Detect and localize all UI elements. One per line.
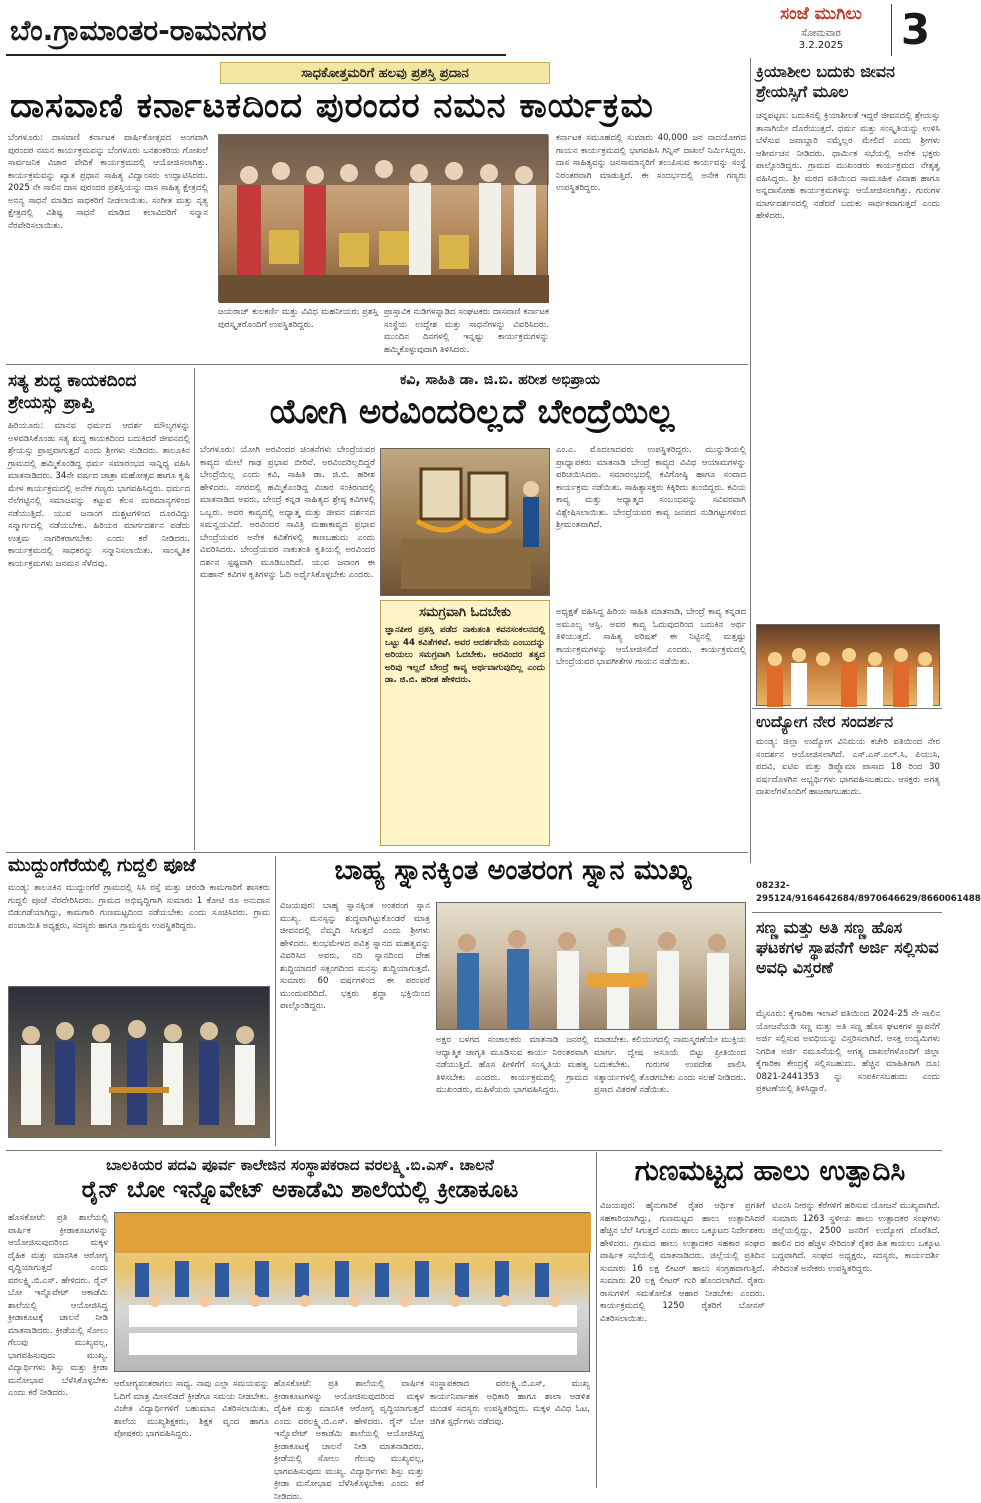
lead-headline: ದಾಸವಾಣಿ ಕರ್ನಾಟಕದಿಂದ ಪುರಂದರ ನಮನ ಕಾರ್ಯಕ್ರಮ xyxy=(10,86,654,126)
divider xyxy=(6,852,748,853)
sidebar3-body: ಮೈಸೂರು: ಕೈಗಾರಿಕಾ ಇಲಾಖೆ ವತಿಯಿಂದ 2024-25 ನೇ ಸಾಲಿನ ಯೋಜನೆಯಡಿ ಸಣ್ಣ ಮತ್ತು ಅತಿ ಸಣ್ಣ ಹೊಸ ಘಟಕಗಳ ಸ್ಥಾಪನೆಗೆ ಅರ್ಜಿ ಸಲ್ಲಿಸುವ ಅವಧಿಯನ್ನು ವಿಸ್ತರಿಸಲಾಗಿದೆ. ಆಸಕ್ತ ಉದ್ಯಮಿಗಳು ನಿಗದಿತ ಅರ್ಜಿ ನಮೂನೆಯಲ್ಲಿ ಅಗತ್ಯ ದಾಖಲೆಗಳೊಂದಿಗೆ ಜಿಲ್ಲಾ ಕೈಗಾರಿಕಾ ಕೇಂದ್ರಕ್ಕೆ ಸಲ್ಲಿಸಬಹುದು. ಹೆಚ್ಚಿನ ಮಾಹಿತಿಗಾಗಿ ದೂ: 0821-2441353 ನ್ನು ಸಂಪರ್ಕಿಸಬಹುದು ಎಂದು ಪ್ರಕಟಣೆಯಲ್ಲಿ ತಿಳಿಸಿದ್ದಾರೆ. xyxy=(756,1009,940,1094)
pooje-headline: ಮುದ್ದುಂಗೆರೆಯಲ್ಲಿ ಗುದ್ದಲಿ ಪೂಜೆ xyxy=(8,855,196,876)
yogi-col3: ಎಂ.ಎ. ಮೊದಲಾದವರು ಉಪಸ್ಥಿತರಿದ್ದರು. ಮುನ್ನುಡಿಯಲ್ಲಿ ಪ್ರಾಧ್ಯಾಪಕರು ಮಾತನಾಡಿ ಬೇಂದ್ರೆ ಕಾವ್ಯದ ವಿವಿಧ ಆಯಾಮಗಳನ್ನು ಪರಿಚಯಿಸಿದರು. ಸಮಾರಂಭದಲ್ಲಿ ಕವಿಗೋಷ್ಠಿ ಹಾಗೂ ಸಂವಾದ ಕಾರ್ಯಕ್ರಮ ನಡೆಯಿತು. ಸಾಹಿತ್ಯಾಸಕ್ತರು ಕಿಕ್ಕಿರಿದು ತುಂಬಿದ್ದರು. ಕವಿಯ ಕಾವ್ಯ ಮತ್ತು ಅಧ್ಯಾತ್ಮದ ಸಂಬಂಧವನ್ನು ಸವಿವರವಾಗಿ ವಿಶ್ಲೇಷಿಸಲಾಯಿತು. ಬೇಂದ್ರೆಯವರ ಕಾವ್ಯ ಜನಪದ ನುಡಿಗಟ್ಟುಗಳಿಂದ ಶ್ರೀಮಂತವಾಗಿದೆ. xyxy=(556,445,746,530)
sidebar2-contact: 08232-295124/9164642684/8970646629/8660061488 xyxy=(756,881,981,904)
divider xyxy=(752,912,942,913)
snana-col1: ವಿಜಯಪುರ: ಬಾಹ್ಯ ಸ್ನಾನಕ್ಕಿಂತ ಅಂತರಂಗ ಸ್ನಾನ ಮುಖ್ಯ. ಮನಸ್ಸನ್ನು ಶುದ್ಧವಾಗಿಟ್ಟುಕೊಂಡರೆ ಮಾತ್ರ ಜೀವನದಲ್ಲಿ ನೆಮ್ಮದಿ ಸಿಗುತ್ತದೆ ಎಂದು ಶ್ರೀಗಳು ಹೇಳಿದರು. ಕುಂಭಮೇಳದ ಪವಿತ್ರ ಸ್ನಾನದ ಮಹತ್ವವನ್ನು ವಿವರಿಸಿದ ಅವರು, ನದಿ ಸ್ನಾನದಿಂದ ದೇಹ ಶುದ್ಧಿಯಾದರೆ ಸತ್ಸಂಗದಿಂದ ಮನಸ್ಸು ಶುದ್ಧಿಯಾಗುತ್ತದೆ. ಸುಮಾರು 60 ವರ್ಷಗಳಿಂದ ಈ ಪರಂಪರೆ ಮುಂದುವರಿದಿದೆ. ಭಕ್ತರು ಶ್ರದ್ಧಾ ಭಕ್ತಿಯಿಂದ ಪಾಲ್ಗೊಂಡಿದ್ದರು. xyxy=(280,901,430,1011)
masthead xyxy=(755,4,940,56)
snana-col3: ಅಕ್ಷರ ಬಳಗದ ಸಂಚಾಲಕರು ಮಾತನಾಡಿ ಜನರಲ್ಲಿ ಆಧ್ಯಾತ್ಮಿಕ ಜಾಗೃತಿ ಮೂಡಿಸುವ ಕಾರ್ಯ ನಿರಂತರವಾಗಿ ನಡೆಯುತ್ತಿದೆ. ಹೊಸ ಪೀಳಿಗೆಗೆ ಸಂಸ್ಕೃತಿಯ ಮಹತ್ವ ತಿಳಿಸಬೇಕು ಎಂದರು. ಕಾರ್ಯಕ್ರಮದಲ್ಲಿ ಗ್ರಾಮದ ಮುಖಂಡರು, ಮಹಿಳೆಯರು ಭಾಗವಹಿಸಿದ್ದರು. xyxy=(436,1035,588,1095)
yogi-col1: ಬೆಂಗಳೂರು: ಯೋಗಿ ಅರವಿಂದರ ಚಿಂತನೆಗಳು ಬೇಂದ್ರೆಯವರ ಕಾವ್ಯದ ಮೇಲೆ ಗಾಢ ಪ್ರಭಾವ ಬೀರಿವೆ. ಅರವಿಂದರಿಲ್ಲದಿದ್ದರೆ ಬೇಂದ್ರೆಯಿಲ್ಲ ಎಂದು ಕವಿ, ಸಾಹಿತಿ ಡಾ. ಜಿ.ಬಿ. ಹರೀಶ ಹೇಳಿದರು. ನಗರದಲ್ಲಿ ಹಮ್ಮಿಕೊಂಡಿದ್ದ ವಿಚಾರ ಸಂಕಿರಣದಲ್ಲಿ ಮಾತನಾಡಿದ ಅವರು, ಬೇಂದ್ರೆ ಕನ್ನಡ ಸಾಹಿತ್ಯದ ಶ್ರೇಷ್ಠ ಕವಿಗಳಲ್ಲಿ ಒಬ್ಬರು. ಅವರ ಕಾವ್ಯದಲ್ಲಿ ಅಧ್ಯಾತ್ಮ ಮತ್ತು ಜೀವನ ದರ್ಶನದ ಸಮನ್ವಯವಿದೆ. ಅರವಿಂದರ ಸಾವಿತ್ರಿ ಮಹಾಕಾವ್ಯದ ಪ್ರಭಾವ ಬೇಂದ್ರೆಯವರ ಅನೇಕ ಕವಿತೆಗಳಲ್ಲಿ ಕಾಣಬಹುದು ಎಂದು ವಿವರಿಸಿದರು. ಬೇಂದ್ರೆಯವರ ನಾಕುತಂತಿ ಕೃತಿಯಲ್ಲಿ ಅರವಿಂದರ ದರ್ಶನ ಸ್ಪಷ್ಟವಾಗಿ ಮೂಡಿಬಂದಿದೆ. ಯುವ ಜನಾಂಗ ಈ ಮಹಾನ್ ಕವಿಗಳ ಕೃತಿಗಳನ್ನು ಓದಿ ಅರ್ಥೈಸಿಕೊಳ್ಳಬೇಕು ಎಂದರು. xyxy=(200,445,375,580)
pull-box xyxy=(380,600,550,846)
pull-body: ಜ್ಞಾನಪೀಠ ಪ್ರಶಸ್ತಿ ಪಡೆದ ನಾಕುತಂತಿ ಕವನಸಂಕಲನದಲ್ಲಿ ಒಟ್ಟು 44 ಕವಿತೆಗಳಿವೆ. ಅವರ ಆದರ್ಶವೇನು ಎಂಬುದನ್ನು ಅರಿಯಲು ಸಮಗ್ರವಾಗಿ ಓದಬೇಕು. ಅರವಿಂದರ ತತ್ವದ ಅರಿವು ಇಲ್ಲದೆ ಬೇಂದ್ರೆ ಕಾವ್ಯ ಅರ್ಥವಾಗುವುದಿಲ್ಲ ಎಂದು ಡಾ. ಜಿ.ಬಿ. ಹರೀಶ ಹೇಳಿದರು. xyxy=(385,625,545,685)
sidebar3-headline: ಸಣ್ಣ ಮತ್ತು ಅತಿ ಸಣ್ಣ ಹೊಸ ಘಟಕಗಳ ಸ್ಥಾಪನೆಗೆ ಅರ್ಜಿ ಸಲ್ಲಿಸುವ ಅವಧಿ ವಿಸ್ತರಣೆ xyxy=(756,918,939,977)
halu-col1: ವಿಜಯಪುರ: ಹೈನುಗಾರಿಕೆ ರೈತರ ಆರ್ಥಿಕ ಪ್ರಗತಿಗೆ ಸಹಕಾರಿಯಾಗಿದ್ದು, ಗುಣಮಟ್ಟದ ಹಾಲು ಉತ್ಪಾದಿಸಿದರೆ ಹೆಚ್ಚಿನ ಬೆಲೆ ಸಿಗುತ್ತದೆ ಎಂದು ಹಾಲು ಒಕ್ಕೂಟದ ನಿರ್ದೇಶಕರು ಹೇಳಿದರು. ಗ್ರಾಮದ ಹಾಲು ಉತ್ಪಾದಕರ ಸಹಕಾರ ಸಂಘದ ವಾರ್ಷಿಕ ಸಭೆಯಲ್ಲಿ ಮಾತನಾಡಿದರು. ಜಿಲ್ಲೆಯಲ್ಲಿ ಪ್ರತಿದಿನ ಸುಮಾರು 16 ಲಕ್ಷ ಲೀಟರ್ ಹಾಲು ಸಂಗ್ರಹವಾಗುತ್ತಿದೆ. ಸುಮಾರು 20 ಲಕ್ಷ ಲೀಟರ್ ಗುರಿ ಹೊಂದಲಾಗಿದೆ. ರೈತರು ರಾಸುಗಳಿಗೆ ಸಮತೋಲಿತ ಆಹಾರ ನೀಡಬೇಕು ಎಂದರು. ಕಾರ್ಯಕ್ರಮದಲ್ಲಿ 1250 ರೈತರಿಗೆ ಬೋನಸ್ ವಿತರಿಸಲಾಯಿತು. xyxy=(600,1201,765,1324)
sidebar2-body: ಮಂಡ್ಯ: ಜಿಲ್ಲಾ ಉದ್ಯೋಗ ವಿನಿಮಯ ಕಚೇರಿ ವತಿಯಿಂದ ನೇರ ಸಂದರ್ಶನ ಆಯೋಜಿಸಲಾಗಿದೆ. ಎಸ್.ಎಸ್.ಎಲ್.ಸಿ, ಪಿಯುಸಿ, ಪದವಿ, ಐಟಿಐ ಮತ್ತು ಡಿಪ್ಲೊಮಾ ಪಾಸಾದ 18 ರಿಂದ 30 ವರ್ಷದೊಳಗಿನ ಅಭ್ಯರ್ಥಿಗಳು ಭಾಗವಹಿಸಬಹುದು. ಆಸಕ್ತರು ಅಗತ್ಯ ದಾಖಲೆಗಳೊಂದಿಗೆ ಹಾಜರಾಗಬಹುದು. xyxy=(756,737,940,797)
felicitation-photo xyxy=(437,903,747,1031)
lead-photo xyxy=(218,134,548,302)
krida-kicker: ಬಾಲಕಿಯರ ಪದವಿ ಪೂರ್ವ ಕಾಲೇಜಿನ ಸಂಸ್ಥಾಪಕರಾದ ವರಲಕ್ಷ್ಮಿ.ಬಿ.ಎಸ್. ಚಾಲನೆ xyxy=(106,1156,494,1174)
krida-col3: ಸಂಸ್ಥಾಪಕರಾದ ವರಲಕ್ಷ್ಮಿ.ಬಿ.ಎಸ್, ಮುಖ್ಯ ಕಾರ್ಯನಿರ್ವಾಹಕ ಅಧಿಕಾರಿ ಹಾಗೂ ಶಾಲಾ ಆಡಳಿತ ಮಂಡಳಿ ಸದಸ್ಯರು ಉಪಸ್ಥಿತರಿದ್ದರು. ಮಕ್ಕಳ ವಿವಿಧ ಓಟ, ಜಿಗಿತ ಸ್ಪರ್ಧೆಗಳು ನಡೆದವು. xyxy=(430,1379,590,1427)
page-number: 3 xyxy=(891,4,939,56)
halu-headline: ಗುಣಮಟ್ಟದ ಹಾಲು ಉತ್ಪಾದಿಸಿ xyxy=(634,1154,906,1187)
krida-col2b: ಹೊಸಕೋಟೆ: ಪ್ರತಿ ಶಾಲೆಯಲ್ಲಿ ವಾರ್ಷಿಕ ಕ್ರೀಡಾಕೂಟಗಳನ್ನು ಆಯೋಜಿಸುವುದರಿಂದ ಮಕ್ಕಳ ದೈಹಿಕ ಮತ್ತು ಮಾನಸಿಕ ಆರೋಗ್ಯ ವೃದ್ಧಿಯಾಗುತ್ತದೆ ಎಂದು ವರಲಕ್ಷ್ಮಿ.ಬಿ.ಎಸ್. ಹೇಳಿದರು. ರೈನ್ ಬೋ ಇನ್ನೊವೇಟ್ ಅಕಾಡೆಮಿ ಶಾಲೆಯಲ್ಲಿ ಆಯೋಜಿಸಿದ್ದ ಕ್ರೀಡಾಕೂಟಕ್ಕೆ ಚಾಲನೆ ನೀಡಿ ಮಾತನಾಡಿದರು. ಕ್ರೀಡೆಯಲ್ಲಿ ಸೋಲು ಗೆಲುವು ಮುಖ್ಯವಲ್ಲ, ಭಾಗವಹಿಸುವುದು ಮುಖ್ಯ. ವಿದ್ಯಾರ್ಥಿಗಳು ಶಿಸ್ತು ಮತ್ತು ಕ್ರೀಡಾ ಮನೋಭಾವ ಬೆಳೆಸಿಕೊಳ್ಳಬೇಕು ಎಂದು ಕರೆ ನೀಡಿದರು. xyxy=(274,1379,424,1502)
yogi-photo xyxy=(380,448,550,596)
paper-name: ಸಂಜೆ ಮುಗಿಲು xyxy=(780,4,862,24)
divider xyxy=(752,708,942,709)
sidebar1-body: ಚನ್ನಪಟ್ಟಣ: ಬದುಕಿನಲ್ಲಿ ಕ್ರಿಯಾಶೀಲತೆ ಇದ್ದರೆ ಜೀವನದಲ್ಲಿ ಶ್ರೇಯಸ್ಸು ತಾನಾಗಿಯೇ ದೊರೆಯುತ್ತದೆ. ಧರ್ಮ ಮತ್ತು ಸಂಸ್ಕೃತಿಯನ್ನು ಉಳಿಸಿ ಬೆಳೆಸುವ ಜವಾಬ್ದಾರಿ ನಮ್ಮೆಲ್ಲರ ಮೇಲಿದೆ ಎಂದು ಶ್ರೀಗಳು ಆಶೀರ್ವಚನ ನೀಡಿದರು. ಧಾರ್ಮಿಕ ಸಭೆಯಲ್ಲಿ ಅನೇಕ ಭಕ್ತರು ಪಾಲ್ಗೊಂಡಿದ್ದರು. ಗ್ರಾಮದ ಮುಖಂಡರು ಕಾರ್ಯಕ್ರಮದ ನೇತೃತ್ವ ವಹಿಸಿದ್ದರು. ಶ್ರೀ ಮಠದ ವತಿಯಿಂದ ಸಾಮೂಹಿಕ ವಿವಾಹ ಹಾಗೂ ಅನ್ನದಾಸೋಹ ಕಾರ್ಯಕ್ರಮಗಳನ್ನು ಆಯೋಜಿಸಲಾಗಿತ್ತು. ಗುರುಗಳ ಮಾರ್ಗದರ್ಶನದಲ್ಲಿ ನಡೆದರೆ ಬದುಕು ಸಾರ್ಥಕವಾಗುತ್ತದೆ ಎಂದು ಹೇಳಿದರು. xyxy=(756,111,940,221)
divider xyxy=(6,1150,942,1151)
lead-kicker: ಸಾಧಕೋತ್ತಮರಿಗೆ ಹಲವು ಪ್ರಶಸ್ತಿ ಪ್ರದಾನ xyxy=(220,62,550,84)
lead-col1: ಬೆಂಗಳೂರು: ದಾಸವಾಣಿ ಕರ್ನಾಟಕ ವಾರ್ಷಿಕೋತ್ಸವದ ಅಂಗವಾಗಿ ಪುರಂದರ ನಮನ ಕಾರ್ಯಕ್ರಮವನ್ನು ಬೆಂಗಳೂರು ಬನಶಂಕರಿಯ ಗೋಖಲೆ ಸಾರ್ವಜನಿಕ ವಿಚಾರ ವೇದಿಕೆ ಕಾರ್ಯಕ್ರಮದಲ್ಲಿ ಆಯೋಜಿಸಲಾಗಿತ್ತು. ಕಾರ್ಯಕ್ರಮವನ್ನು ಖ್ಯಾತ ಪ್ರಧಾನ ಸಾಹಿತ್ಯ ವಿದ್ವಾಂಸರು ಉದ್ಘಾಟಿಸಿದರು. 2025 ನೇ ಸಾಲಿನ ದಾಸ ಪುರಂದರ ಪ್ರಶಸ್ತಿಯನ್ನು ದಾಸ ಸಾಹಿತ್ಯ ಕ್ಷೇತ್ರದಲ್ಲಿ ಅನನ್ಯ ಸಾಧನೆ ಮಾಡಿದ ಸಾಧಕರಿಗೆ ನೀಡಲಾಯಿತು. ಸಂಗೀತ ಮತ್ತು ನೃತ್ಯ ಕ್ಷೇತ್ರದಲ್ಲಿ ವಿಶಿಷ್ಟ ಸಾಧನೆ ಮಾಡಿದ ಕಲಾವಿದರಿಗೆ ಸನ್ಮಾನ ನೆರವೇರಿಸಲಾಯಿತು. xyxy=(8,133,208,231)
krida-col1: ಹೊಸಕೋಟೆ: ಪ್ರತಿ ಶಾಲೆಯಲ್ಲಿ ವಾರ್ಷಿಕ ಕ್ರೀಡಾಕೂಟಗಳನ್ನು ಆಯೋಜಿಸುವುದರಿಂದ ಮಕ್ಕಳ ದೈಹಿಕ ಮತ್ತು ಮಾನಸಿಕ ಆರೋಗ್ಯ ವೃದ್ಧಿಯಾಗುತ್ತದೆ ಎಂದು ವರಲಕ್ಷ್ಮಿ.ಬಿ.ಎಸ್. ಹೇಳಿದರು. ರೈನ್ ಬೋ ಇನ್ನೊವೇಟ್ ಅಕಾಡೆಮಿ ಶಾಲೆಯಲ್ಲಿ ಆಯೋಜಿಸಿದ್ದ ಕ್ರೀಡಾಕೂಟಕ್ಕೆ ಚಾಲನೆ ನೀಡಿ ಮಾತನಾಡಿದರು. ಕ್ರೀಡೆಯಲ್ಲಿ ಸೋಲು ಗೆಲುವು ಮುಖ್ಯವಲ್ಲ, ಭಾಗವಹಿಸುವುದು ಮುಖ್ಯ. ವಿದ್ಯಾರ್ಥಿಗಳು ಶಿಸ್ತು ಮತ್ತು ಕ್ರೀಡಾ ಮನೋಭಾವ ಬೆಳೆಸಿಕೊಳ್ಳಬೇಕು ಎಂದು ಕರೆ ನೀಡಿದರು. xyxy=(8,1213,108,1398)
issue-date: 3.2.2025 xyxy=(798,40,844,51)
krida-photo xyxy=(114,1212,590,1372)
sidebar1-headline: ಕ್ರಿಯಾಶೀಲ ಬದುಕು ಜೀವನ ಶ್ರೇಯಸ್ಸಿಗೆ ಮೂಲ xyxy=(756,62,895,101)
column-divider xyxy=(275,856,276,1146)
halu-col3: ಟಿಎಂಸಿ ನೀರನ್ನು ಕೆರೆಗಳಿಗೆ ಹರಿಸುವ ಯೋಜನೆ ಮುಖ್ಯವಾಗಿದೆ. ಸುಮಾರು 1263 ಸ್ಥಳೀಯ ಹಾಲು ಉತ್ಪಾದಕರ ಸಂಘಗಳು ಜಿಲ್ಲೆಯಲ್ಲಿದ್ದು, 2500 ಜನರಿಗೆ ಉದ್ಯೋಗ ದೊರೆತಿದೆ. ಹಾಲಿನ ದರ ಹೆಚ್ಚಳ ಸೇರಿದಂತೆ ರೈತರ ಹಿತ ಕಾಯಲು ಒಕ್ಕೂಟ ಬದ್ಧವಾಗಿದೆ. ಸಂಘದ ಅಧ್ಯಕ್ಷರು, ಸದಸ್ಯರು, ಕಾರ್ಯದರ್ಶಿ ಸೇರಿದಂತೆ ಅನೇಕರು ಉಪಸ್ಥಿತರಿದ್ದರು. xyxy=(772,1201,940,1274)
pooje-body: ಮಂಡ್ಯ: ತಾಲೂಕಿನ ಮುದ್ದುಂಗೆರೆ ಗ್ರಾಮದಲ್ಲಿ ಸಿಸಿ ರಸ್ತೆ ಮತ್ತು ಚರಂಡಿ ಕಾಮಗಾರಿಗೆ ಶಾಸಕರು ಗುದ್ದಲಿ ಪೂಜೆ ನೆರವೇರಿಸಿದರು. ಗ್ರಾಮದ ಅಭಿವೃದ್ಧಿಗಾಗಿ ಸುಮಾರು 1 ಕೋಟಿ ರೂ ಅನುದಾನ ಬಿಡುಗಡೆಯಾಗಿದ್ದು, ಕಾಮಗಾರಿ ಗುಣಮಟ್ಟದಿಂದ ನಡೆಯಬೇಕು ಎಂದು ಸೂಚಿಸಿದರು. ಗ್ರಾಮ ಪಂಚಾಯಿತಿ ಅಧ್ಯಕ್ಷರು, ಸದಸ್ಯರು ಹಾಗೂ ಗ್ರಾಮಸ್ಥರು ಉಪಸ್ಥಿತರಿದ್ದರು. xyxy=(8,883,270,931)
religious-gathering-photo xyxy=(757,625,941,707)
award-group-photo xyxy=(219,135,549,303)
pooje-photo xyxy=(8,986,270,1138)
krida-headline: ರೈನ್ ಬೋ ಇನ್ನೊವೇಟ್ ಅಕಾಡೆಮಿ ಶಾಲೆಯಲ್ಲಿ ಕ್ರೀಡಾಕೂಟ xyxy=(81,1177,519,1203)
krida-col2a: ಆರೋಗ್ಯವಂತರಾಗಲು ಸಾಧ್ಯ. ನಾವು ಎಲ್ಲಾ ಸಮಯವನ್ನು ಓದಿಗೆ ಮಾತ್ರ ಮೀಸಲಿಡದೆ ಕ್ರೀಡೆಗೂ ಸಮಯ ನೀಡಬೇಕು. ವಿಜೇತ ವಿದ್ಯಾರ್ಥಿಗಳಿಗೆ ಬಹುಮಾನ ವಿತರಿಸಲಾಯಿತು. ಶಾಲೆಯ ಮುಖ್ಯಶಿಕ್ಷಕರು, ಶಿಕ್ಷಕ ವೃಂದ ಹಾಗೂ ಪೋಷಕರು ಭಾಗವಹಿಸಿದ್ದರು. xyxy=(114,1379,269,1439)
issue-day: ಸೋಮವಾರ xyxy=(801,28,841,39)
lead-col4: ಕರ್ನಾಟಕ ಸಮೂಹದಲ್ಲಿ ಸುಮಾರು 40,000 ಜನ ನಾದಯೋಗದ ಗಾಯನ ಕಾರ್ಯಕ್ರಮದಲ್ಲಿ ಭಾಗವಹಿಸಿ ಗಿನ್ನಿಸ್ ದಾಖಲೆ ನಿರ್ಮಿಸಿದ್ದರು. ದಾಸ ಸಾಹಿತ್ಯವನ್ನು ಜನಸಾಮಾನ್ಯರಿಗೆ ತಲುಪಿಸುವ ಕಾರ್ಯವನ್ನು ಸಂಸ್ಥೆ ನಿರಂತರವಾಗಿ ಮಾಡುತ್ತಿದೆ. ಈ ಸಂದರ್ಭದಲ್ಲಿ ಅನೇಕ ಗಣ್ಯರು ಉಪಸ್ಥಿತರಿದ್ದರು. xyxy=(556,133,746,193)
lead-col3: ಪ್ರಾಸ್ತಾವಿಕ ನುಡಿಗಳನ್ನಾಡಿದ ಸಂಘಟಕರು ದಾಸವಾಣಿ ಕರ್ನಾಟಕ ಸಂಸ್ಥೆಯ ಉದ್ದೇಶ ಮತ್ತು ಸಾಧನೆಗಳನ್ನು ವಿವರಿಸಿದರು. ಮುಂದಿನ ದಿನಗಳಲ್ಲಿ ಇನ್ನಷ್ಟು ಕಾರ್ಯಕ್ರಮಗಳನ್ನು ಹಮ್ಮಿಕೊಳ್ಳುವುದಾಗಿ ತಿಳಿಸಿದರು. xyxy=(384,307,549,355)
snana-headline: ಬಾಹ್ಯ ಸ್ನಾನಕ್ಕಿಂತ ಅಂತರಂಗ ಸ್ನಾನ ಮುಖ್ಯ xyxy=(334,855,692,886)
lead-caption: ಜಯರಾಜ್ ಕುಲಕರ್ಣಿ ಮತ್ತು ವಿವಿಧ ಮಹನೀಯರು ಪ್ರಶಸ್ತಿ ಪುರಸ್ಕೃತರೊಂದಿಗೆ ಉಪಸ್ಥಿತರಿದ್ದರು. xyxy=(218,307,378,330)
portrait-garland-photo xyxy=(381,449,551,597)
divider xyxy=(6,364,748,365)
groundbreaking-photo xyxy=(9,987,271,1139)
sidebar2-headline: ಉದ್ಯೋಗ ನೇರ ಸಂದರ್ಶನ xyxy=(756,712,894,731)
satya-body: ಹಿರಿಯೂರು: ಮಾನವ ಧರ್ಮದ ಆದರ್ಶ ಮೌಲ್ಯಗಳನ್ನು ಅಳವಡಿಸಿಕೊಂಡು ಸತ್ಯ ಶುದ್ಧ ಕಾಯಕದಿಂದ ಬದುಕಿದರೆ ಜೀವನದಲ್ಲಿ ಶ್ರೇಯಸ್ಸು ಪ್ರಾಪ್ತವಾಗುತ್ತದೆ ಎಂದು ಶ್ರೀಗಳು ನುಡಿದರು. ತಾಲೂಕಿನ ಗ್ರಾಮದಲ್ಲಿ ಹಮ್ಮಿಕೊಂಡಿದ್ದ ಧರ್ಮ ಸಮಾರಂಭದ ಸಾನ್ನಿಧ್ಯ ವಹಿಸಿ ಮಾತನಾಡಿದರು. 34ನೇ ವರ್ಷದ ಜಾತ್ರಾ ಮಹೋತ್ಸವ ಹಾಗೂ ಕೃಷಿ ಮೇಳ ಕಾರ್ಯಕ್ರಮದಲ್ಲಿ ಅನೇಕ ಗಣ್ಯರು ಭಾಗವಹಿಸಿದ್ದರು. ಧರ್ಮದ ನೆಲೆಗಟ್ಟಿನಲ್ಲಿ ಸಮಾಜವನ್ನು ಕಟ್ಟುವ ಕೆಲಸ ಮಠಮಾನ್ಯಗಳಿಂದ ನಡೆಯುತ್ತಿದೆ. ಯುವ ಜನಾಂಗ ದುಶ್ಚಟಗಳಿಂದ ದೂರವಿದ್ದು ಸನ್ಮಾರ್ಗದಲ್ಲಿ ನಡೆಯಬೇಕು. ಹಿರಿಯರ ಮಾರ್ಗದರ್ಶನ ಪಡೆದು ಉತ್ತಮ ನಾಗರಿಕರಾಗಬೇಕು ಎಂದು ಕರೆ ನೀಡಿದರು. ಕಾರ್ಯಕ್ರಮದಲ್ಲಿ ಸಾಧಕರನ್ನು ಸನ್ಮಾನಿಸಲಾಯಿತು. ಸಾಂಸ್ಕೃತಿಕ ಕಾರ್ಯಕ್ರಮಗಳು ಜನಮನ ಸೆಳೆದವು. xyxy=(8,421,190,569)
yogi-headline: ಯೋಗಿ ಅರವಿಂದರಿಲ್ಲದೆ ಬೇಂದ್ರೆಯಿಲ್ಲ xyxy=(269,392,675,432)
sports-meet-students-photo xyxy=(115,1213,591,1373)
column-divider xyxy=(596,1152,597,1488)
column-divider xyxy=(750,58,751,863)
yogi-col4: ಅಧ್ಯಕ್ಷತೆ ವಹಿಸಿದ್ದ ಹಿರಿಯ ಸಾಹಿತಿ ಮಾತನಾಡಿ, ಬೇಂದ್ರೆ ಕಾವ್ಯ ಕನ್ನಡದ ಅಮೂಲ್ಯ ಆಸ್ತಿ. ಅವರ ಕಾವ್ಯ ಓದುವುದರಿಂದ ಬದುಕಿನ ಅರ್ಥ ತಿಳಿಯುತ್ತದೆ. ಸಾಹಿತ್ಯ ಪರಿಷತ್ ಈ ನಿಟ್ಟಿನಲ್ಲಿ ಮತ್ತಷ್ಟು ಕಾರ್ಯಕ್ರಮಗಳನ್ನು ಆಯೋಜಿಸಲಿದೆ ಎಂದರು. ಕಾರ್ಯಕ್ರಮದಲ್ಲಿ ಬೇಂದ್ರೆಯವರ ಭಾವಗೀತೆಗಳ ಗಾಯನ ನಡೆಯಿತು. xyxy=(556,607,746,667)
section-title: ಬೆಂ.ಗ್ರಾಮಾಂತರ-ರಾಮನಗರ xyxy=(6,6,506,56)
column-divider xyxy=(194,368,195,850)
snana-col4: ಮಾಡಬೇಕು. ಕಲಿಯುಗದಲ್ಲಿ ನಾಮಸ್ಮರಣೆಯೇ ಮುಕ್ತಿಯ ಮಾರ್ಗ. ದ್ವೇಷ ಅಸೂಯೆ ಬಿಟ್ಟು ಪ್ರೀತಿಯಿಂದ ಬದುಕಬೇಕು. ಗುರುಗಳ ಉಪದೇಶ ಪಾಲಿಸಿ ಸತ್ಕಾರ್ಯಗಳಲ್ಲಿ ತೊಡಗಬೇಕು ಎಂದು ಸಲಹೆ ನೀಡಿದರು. ಪ್ರಸಾದ ವಿತರಣೆ ನಡೆಯಿತು. xyxy=(594,1035,746,1095)
sidebar1-photo xyxy=(756,624,940,706)
snana-photo xyxy=(436,902,746,1030)
pull-heading: ಸಮಗ್ರವಾಗಿ ಓದಬೇಕು xyxy=(419,605,511,620)
yogi-kicker: ಕವಿ, ಸಾಹಿತಿ ಡಾ. ಜಿ.ಬಿ. ಹರೀಶ ಅಭಿಪ್ರಾಯ xyxy=(399,372,601,388)
satya-headline: ಸತ್ಯ ಶುದ್ಧ ಕಾಯಕದಿಂದ ಶ್ರೇಯಸ್ಸು ಪ್ರಾಪ್ತಿ xyxy=(8,371,137,413)
